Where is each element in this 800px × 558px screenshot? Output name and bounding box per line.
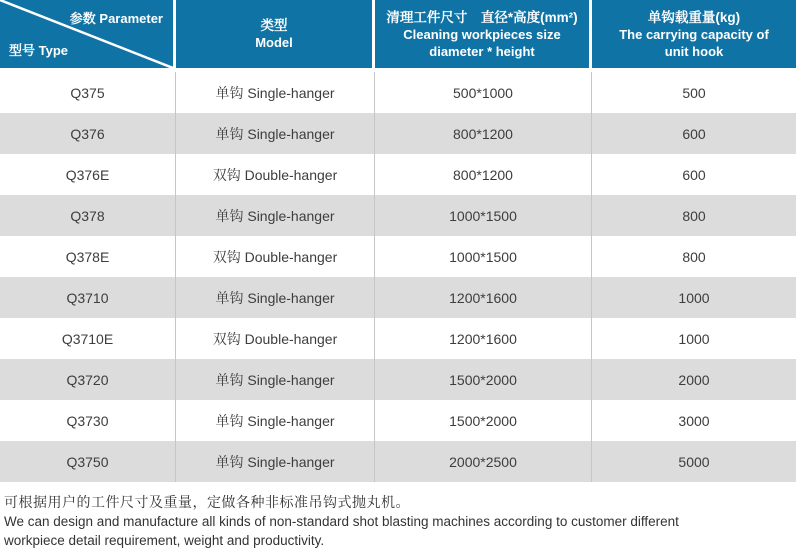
table-row	[0, 195, 796, 236]
cell-size: 2000*2500	[375, 441, 592, 482]
header-cell-capacity	[592, 0, 796, 68]
cell-model: Q378E	[0, 236, 176, 277]
header-cell-model	[176, 0, 375, 68]
table-row	[0, 441, 796, 482]
cell-size: 1000*1500	[375, 236, 592, 277]
cell-size: 1500*2000	[375, 400, 592, 441]
cell-capacity: 3000	[678, 412, 710, 429]
cell-model: Q3710E	[0, 318, 176, 359]
header-capacity-cn: 单钩载重量(kg)	[647, 9, 741, 25]
table-row	[0, 113, 796, 154]
cell-size: 1200*1600	[375, 318, 592, 359]
table-row	[0, 277, 796, 318]
cell-type: 单钩 Single-hanger	[176, 359, 375, 400]
cell-capacity: 2000	[678, 371, 710, 388]
header-model-en: Model	[255, 35, 293, 50]
corner-cell	[0, 0, 176, 68]
cell-model: Q3750	[0, 441, 176, 482]
header-size-en1: Cleaning workpieces size	[403, 26, 561, 42]
table-row	[0, 318, 796, 359]
header-size-en2: diameter * height	[429, 43, 535, 59]
table-row	[0, 400, 796, 441]
cell-model: Q3730	[0, 400, 176, 441]
corner-type-label: 型号 Type	[9, 43, 68, 58]
cell-size: 1200*1600	[375, 277, 592, 318]
header-size-cn: 清理工件尺寸 直径*高度(mm²)	[386, 9, 578, 25]
cell-capacity: 1000	[678, 289, 710, 306]
cell-type: 单钩 Single-hanger	[176, 441, 375, 482]
cell-model: Q378	[0, 195, 176, 236]
cell-type: 单钩 Single-hanger	[176, 195, 375, 236]
cell-size: 500*1000	[375, 72, 592, 113]
cell-model: Q376	[0, 113, 176, 154]
cell-type: 双钩 Double-hanger	[176, 318, 375, 359]
cell-capacity: 600	[682, 125, 706, 142]
cell-model: Q376E	[0, 154, 176, 195]
cell-capacity: 800	[682, 207, 706, 224]
cell-model: Q375	[0, 72, 176, 113]
footnote-english-line1: We can design and manufacture all kinds of non-standard shot blasting machines according to customer different	[4, 514, 679, 529]
table-row	[0, 72, 796, 113]
cell-size: 800*1200	[375, 113, 592, 154]
cell-type: 单钩 Single-hanger	[176, 72, 375, 113]
cell-type: 双钩 Double-hanger	[176, 236, 375, 277]
header-capacity-en1: The carrying capacity of	[619, 26, 769, 42]
table-row	[0, 236, 796, 277]
cell-type: 单钩 Single-hanger	[176, 113, 375, 154]
cell-capacity: 800	[682, 248, 706, 265]
footnote-chinese: 可根据用户的工件尺寸及重量，定做各种非标准吊钩式抛丸机。	[4, 494, 410, 510]
cell-size: 1500*2000	[375, 359, 592, 400]
cell-capacity: 600	[682, 166, 706, 183]
cell-type: 双钩 Double-hanger	[176, 154, 375, 195]
table-header-row	[0, 0, 796, 68]
cell-capacity: 1000	[678, 330, 710, 347]
corner-parameter-label: 参数 Parameter	[69, 11, 163, 26]
cell-size: 1000*1500	[375, 195, 592, 236]
cell-size: 800*1200	[375, 154, 592, 195]
cell-model: Q3710	[0, 277, 176, 318]
footnotes	[4, 492, 800, 550]
header-model-cn: 类型	[260, 18, 288, 33]
cell-capacity: 5000	[678, 453, 710, 470]
header-capacity-en2: unit hook	[664, 43, 724, 59]
cell-type: 单钩 Single-hanger	[176, 400, 375, 441]
table-body	[0, 72, 796, 482]
footnote-english-line2: workpiece detail requirement, weight and productivity.	[4, 533, 325, 548]
table-row	[0, 359, 796, 400]
cell-type: 单钩 Single-hanger	[176, 277, 375, 318]
cell-capacity: 500	[682, 84, 706, 101]
header-cell-size	[375, 0, 592, 68]
table-row	[0, 154, 796, 195]
cell-model: Q3720	[0, 359, 176, 400]
